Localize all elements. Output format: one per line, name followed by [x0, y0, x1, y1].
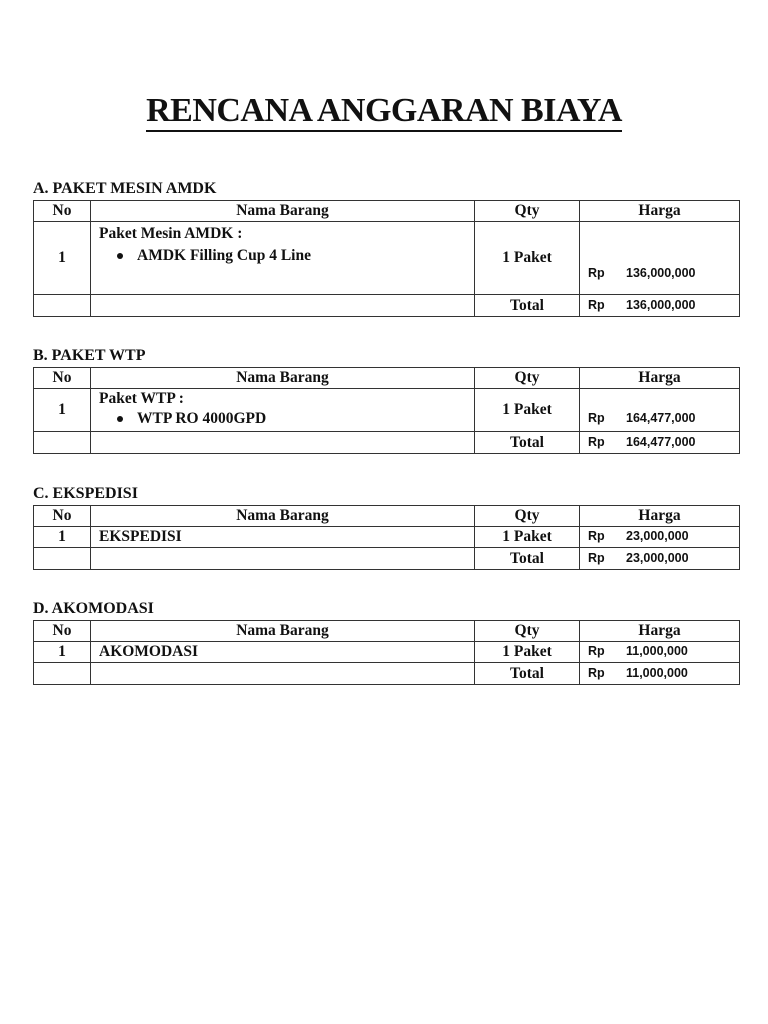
total-amount: 136,000,000 — [626, 298, 696, 312]
section-c-table — [33, 505, 740, 570]
table-header-row — [34, 368, 740, 389]
header-qty: Qty — [475, 201, 580, 222]
total-label: Total — [475, 663, 580, 685]
section-b-title: B. PAKET WTP — [33, 347, 146, 364]
item-amount: 11,000,000 — [626, 644, 688, 658]
table-row — [34, 389, 740, 432]
item-bullet — [117, 247, 474, 265]
header-harga: Harga — [580, 621, 740, 642]
item-bullet-text: WTP RO 4000GPD — [137, 410, 267, 427]
currency-label: Rp — [588, 551, 605, 565]
item-no: 1 — [34, 389, 91, 432]
header-qty: Qty — [475, 621, 580, 642]
currency-label: Rp — [588, 666, 605, 680]
table-header-row — [34, 201, 740, 222]
page-title — [0, 92, 768, 130]
item-amount: 164,477,000 — [626, 411, 696, 425]
header-no: No — [34, 621, 91, 642]
item-no: 1 — [34, 642, 91, 663]
total-harga — [580, 663, 740, 685]
header-harga: Harga — [580, 506, 740, 527]
total-amount: 23,000,000 — [626, 551, 689, 565]
empty-cell — [34, 295, 91, 317]
header-nama-barang: Nama Barang — [91, 201, 475, 222]
empty-cell — [91, 548, 475, 570]
total-amount: 11,000,000 — [626, 666, 688, 680]
section-a-table — [33, 200, 740, 317]
header-qty: Qty — [475, 506, 580, 527]
item-harga — [580, 527, 740, 548]
currency-label: Rp — [588, 266, 605, 280]
total-label: Total — [475, 548, 580, 570]
header-nama-barang: Nama Barang — [91, 621, 475, 642]
page-title-text: RENCANA ANGGARAN BIAYA — [146, 92, 622, 132]
item-name-cell — [91, 389, 475, 432]
empty-cell — [91, 663, 475, 685]
section-d-table — [33, 620, 740, 685]
header-harga: Harga — [580, 368, 740, 389]
section-d-title: D. AKOMODASI — [33, 600, 154, 617]
total-row — [34, 432, 740, 454]
header-no: No — [34, 201, 91, 222]
empty-cell — [34, 663, 91, 685]
section-b-table — [33, 367, 740, 454]
item-amount: 23,000,000 — [626, 529, 689, 543]
table-row — [34, 222, 740, 295]
currency-label: Rp — [588, 411, 605, 425]
item-harga — [580, 389, 740, 432]
item-name: EKSPEDISI — [91, 527, 475, 548]
item-name: AKOMODASI — [91, 642, 475, 663]
empty-cell — [91, 295, 475, 317]
currency-label: Rp — [588, 644, 605, 658]
header-qty: Qty — [475, 368, 580, 389]
total-harga — [580, 548, 740, 570]
total-label: Total — [475, 432, 580, 454]
header-nama-barang: Nama Barang — [91, 368, 475, 389]
item-harga — [580, 642, 740, 663]
total-amount: 164,477,000 — [626, 435, 696, 449]
total-row — [34, 663, 740, 685]
currency-label: Rp — [588, 435, 605, 449]
total-row — [34, 295, 740, 317]
header-nama-barang: Nama Barang — [91, 506, 475, 527]
table-header-row — [34, 621, 740, 642]
empty-cell — [34, 548, 91, 570]
header-no: No — [34, 506, 91, 527]
item-qty: 1 Paket — [475, 527, 580, 548]
item-amount: 136,000,000 — [626, 266, 696, 280]
section-a-title: A. PAKET MESIN AMDK — [33, 180, 217, 197]
bullet-icon — [117, 416, 123, 422]
empty-cell — [34, 432, 91, 454]
empty-cell — [91, 432, 475, 454]
item-name: Paket Mesin AMDK : — [99, 225, 243, 242]
currency-label: Rp — [588, 298, 605, 312]
item-harga — [580, 222, 740, 295]
item-qty: 1 Paket — [475, 389, 580, 432]
currency-label: Rp — [588, 529, 605, 543]
total-harga — [580, 432, 740, 454]
table-row — [34, 527, 740, 548]
total-harga — [580, 295, 740, 317]
table-row — [34, 642, 740, 663]
total-label: Total — [475, 295, 580, 317]
item-bullet-text: AMDK Filling Cup 4 Line — [137, 247, 311, 264]
item-no: 1 — [34, 527, 91, 548]
item-name-cell — [91, 222, 475, 295]
item-bullet — [117, 410, 474, 428]
table-header-row — [34, 506, 740, 527]
bullet-icon — [117, 253, 123, 259]
item-qty: 1 Paket — [475, 222, 580, 295]
item-no: 1 — [34, 222, 91, 295]
total-row — [34, 548, 740, 570]
item-qty: 1 Paket — [475, 642, 580, 663]
item-name: Paket WTP : — [99, 390, 184, 407]
header-harga: Harga — [580, 201, 740, 222]
section-c-title: C. EKSPEDISI — [33, 485, 138, 502]
header-no: No — [34, 368, 91, 389]
